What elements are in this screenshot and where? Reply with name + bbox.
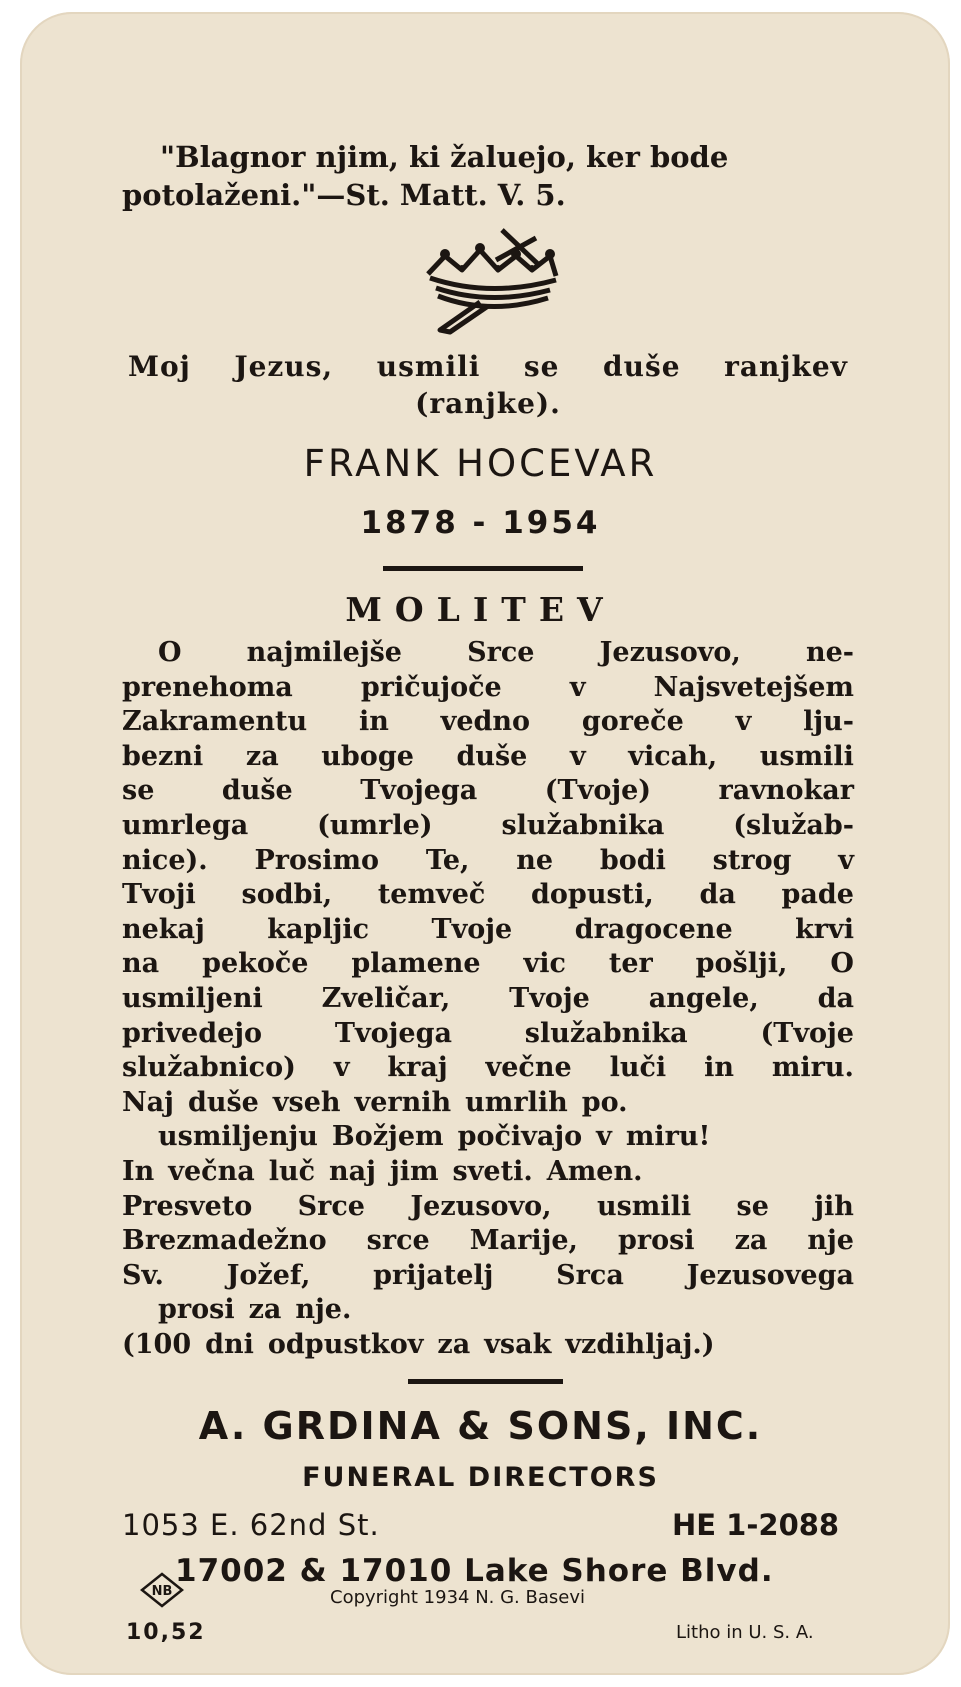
nb-monogram-icon <box>140 1572 184 1608</box>
scripture-quote <box>122 138 862 214</box>
word: v <box>333 1052 350 1084</box>
prayer-line <box>122 844 854 879</box>
prayer-line <box>122 1120 854 1155</box>
printer-note: Litho in U. S. A. <box>676 1622 814 1643</box>
word: najmilejše <box>246 637 402 668</box>
word: naj <box>329 1155 376 1187</box>
word: vseh <box>272 1086 341 1118</box>
word: ranjkev <box>724 350 848 383</box>
word: se <box>736 1190 769 1222</box>
word: umrlih <box>465 1086 568 1118</box>
prayer-body <box>122 636 854 1362</box>
quote-line-1: "Blagnor njim, ki žaluejo, ker bode <box>160 140 729 174</box>
word: lju- <box>803 706 854 738</box>
word: duše <box>603 350 681 383</box>
word: luči <box>609 1052 667 1084</box>
word: (Tvoje <box>760 1017 854 1049</box>
word: služabnika <box>501 809 665 841</box>
word: duše <box>221 775 293 807</box>
word: pričujoče <box>360 671 502 703</box>
word: usmili <box>596 1190 692 1222</box>
word: se <box>523 350 560 383</box>
word: srce <box>366 1225 430 1257</box>
word: O <box>158 637 182 668</box>
word: Tvoje <box>431 913 513 945</box>
funeral-home-name: A. GRDINA & SONS, INC. <box>198 1404 763 1448</box>
word: vzdihljaj.) <box>565 1328 715 1360</box>
prayer-line <box>122 636 854 671</box>
invocation-line-2: (ranjke). <box>415 387 561 420</box>
word: usmiljeni <box>122 982 263 1014</box>
word: usmili <box>759 740 854 772</box>
word: v <box>569 671 586 703</box>
word: (100 <box>122 1328 192 1360</box>
word: nje. <box>295 1294 352 1326</box>
word: in <box>704 1052 734 1084</box>
word: v <box>838 844 854 876</box>
phone-number: HE 1-2088 <box>672 1508 840 1542</box>
word: Jezusovo, <box>410 1190 552 1222</box>
divider <box>383 566 583 571</box>
word: za <box>248 1294 282 1326</box>
word: v <box>569 740 586 772</box>
word: miru. <box>771 1052 854 1084</box>
word: usmiljenju <box>158 1121 318 1153</box>
word: Moj <box>128 350 191 383</box>
word: služabnico) <box>122 1052 296 1084</box>
word: Prosimo <box>254 844 380 876</box>
funeral-home-subtitle: FUNERAL DIRECTORS <box>302 1462 659 1493</box>
word: Presveto <box>122 1190 253 1222</box>
word: v <box>735 706 752 738</box>
word: Zveličar, <box>321 982 451 1014</box>
prayer-line <box>122 1293 854 1328</box>
word: služabnika <box>524 1017 688 1049</box>
word: Tvoje <box>509 982 590 1014</box>
copyright: Copyright 1934 N. G. Basevi <box>330 1587 585 1608</box>
word: večne <box>485 1052 572 1084</box>
word: Srce <box>467 637 535 668</box>
word: uboge <box>321 740 414 772</box>
word: nje <box>807 1225 854 1257</box>
word: Srce <box>297 1190 365 1222</box>
word: (Tvoje) <box>544 775 652 807</box>
prayer-line <box>122 1328 854 1363</box>
word: Naj <box>122 1086 174 1118</box>
word: ne- <box>805 637 854 668</box>
word: za <box>245 740 279 772</box>
prayer-line <box>122 671 854 706</box>
crown-and-cross-icon <box>410 226 570 336</box>
word: duše <box>187 1086 259 1118</box>
word: Te, <box>425 844 470 876</box>
word: O <box>830 948 854 980</box>
word: privedejo <box>122 1017 263 1049</box>
word: počivajo <box>457 1121 583 1153</box>
word: temveč <box>377 879 486 911</box>
word: jim <box>389 1155 439 1187</box>
word: sodbi, <box>241 879 333 911</box>
prayer-line <box>122 982 854 1017</box>
word: ravnokar <box>718 775 854 807</box>
word: vic <box>523 948 566 980</box>
word: vicah, <box>628 740 718 772</box>
prayer-line <box>122 809 854 844</box>
word: v <box>596 1121 612 1153</box>
word: Najsvetejšem <box>653 671 854 703</box>
prayer-line <box>122 878 854 913</box>
word: se <box>122 775 155 807</box>
word: po. <box>581 1086 628 1118</box>
prayer-line <box>122 947 854 982</box>
invocation-line-1 <box>128 348 848 385</box>
word: Tvoji <box>122 879 196 911</box>
divider <box>408 1379 563 1384</box>
word: goreče <box>581 706 684 738</box>
word: Jezus, <box>234 350 334 383</box>
word: dni <box>205 1328 254 1360</box>
word: Tvojega <box>360 775 478 807</box>
deceased-years: 1878 - 1954 <box>360 505 601 541</box>
word: prosi <box>158 1294 235 1326</box>
deceased-name: FRANK HOCEVAR <box>303 442 658 485</box>
word: prenehoma <box>122 671 293 703</box>
word: da <box>817 982 854 1014</box>
prayer-line <box>122 1190 854 1225</box>
word: usmili <box>376 350 481 383</box>
word: Sv. <box>122 1259 164 1291</box>
word: Jezusovega <box>686 1259 854 1291</box>
card-number: 10,52 <box>126 1620 206 1645</box>
word: da <box>699 879 736 911</box>
word: vedno <box>440 706 531 738</box>
word: duše <box>456 740 528 772</box>
prayer-line <box>122 1155 854 1190</box>
quote-line-2: potolaženi."—St. Matt. V. 5. <box>122 178 566 212</box>
word: kapljic <box>267 913 370 945</box>
word: pošlji, <box>695 948 788 980</box>
word: kraj <box>387 1052 448 1084</box>
word: (služab- <box>733 809 854 841</box>
word: nice). <box>122 844 208 876</box>
word: plamene <box>351 948 481 980</box>
prayer-line <box>122 1051 854 1086</box>
word: umrlega <box>122 809 249 841</box>
word: na <box>122 948 160 980</box>
word: nekaj <box>122 913 205 945</box>
word: Tvojega <box>334 1017 452 1049</box>
address-line-2: 17002 & 17010 Lake Shore Blvd. <box>175 1553 774 1589</box>
word: pekoče <box>202 948 309 980</box>
word: prosi <box>617 1225 695 1257</box>
prayer-line <box>122 1224 854 1259</box>
word: ter <box>608 948 653 980</box>
word: vernih <box>354 1086 452 1118</box>
word: večna <box>168 1155 255 1187</box>
word: Marije, <box>469 1225 578 1257</box>
word: dopusti, <box>531 879 654 911</box>
word: angele, <box>648 982 759 1014</box>
word: in <box>358 706 389 738</box>
prayer-line <box>122 1086 854 1121</box>
address-line-1: 1053 E. 62nd St. <box>122 1508 380 1542</box>
word: bodi <box>599 844 666 876</box>
word: za <box>734 1225 768 1257</box>
word: Jezusovo, <box>599 637 741 668</box>
word: jih <box>814 1190 854 1222</box>
prayer-line <box>122 1017 854 1052</box>
prayer-line <box>122 705 854 740</box>
prayer-title: MOLITEV <box>345 590 616 629</box>
word: dragocene <box>574 913 733 945</box>
word: Božjem <box>331 1121 444 1153</box>
word: luč <box>268 1155 316 1187</box>
word: krvi <box>795 913 854 945</box>
word: Amen. <box>546 1155 643 1187</box>
word: Jožef, <box>226 1259 311 1291</box>
word: (umrle) <box>317 809 433 841</box>
svg-text:NB: NB <box>151 1584 173 1599</box>
word: bezni <box>122 740 204 772</box>
prayer-line <box>122 913 854 948</box>
word: za <box>437 1328 471 1360</box>
prayer-line <box>122 1259 854 1294</box>
word: prijatelj <box>373 1259 494 1291</box>
prayer-line <box>122 774 854 809</box>
word: Zakramentu <box>122 706 308 738</box>
word: Srca <box>556 1259 624 1291</box>
word: strog <box>712 844 792 876</box>
word: pade <box>781 879 854 911</box>
word: Brezmadežno <box>122 1225 327 1257</box>
word: odpustkov <box>267 1328 424 1360</box>
word: vsak <box>484 1328 552 1360</box>
word: sveti. <box>452 1155 533 1187</box>
word: ne <box>516 844 554 876</box>
invocation <box>128 348 848 422</box>
word: miru! <box>625 1121 711 1153</box>
word: In <box>122 1155 155 1187</box>
prayer-line <box>122 740 854 775</box>
